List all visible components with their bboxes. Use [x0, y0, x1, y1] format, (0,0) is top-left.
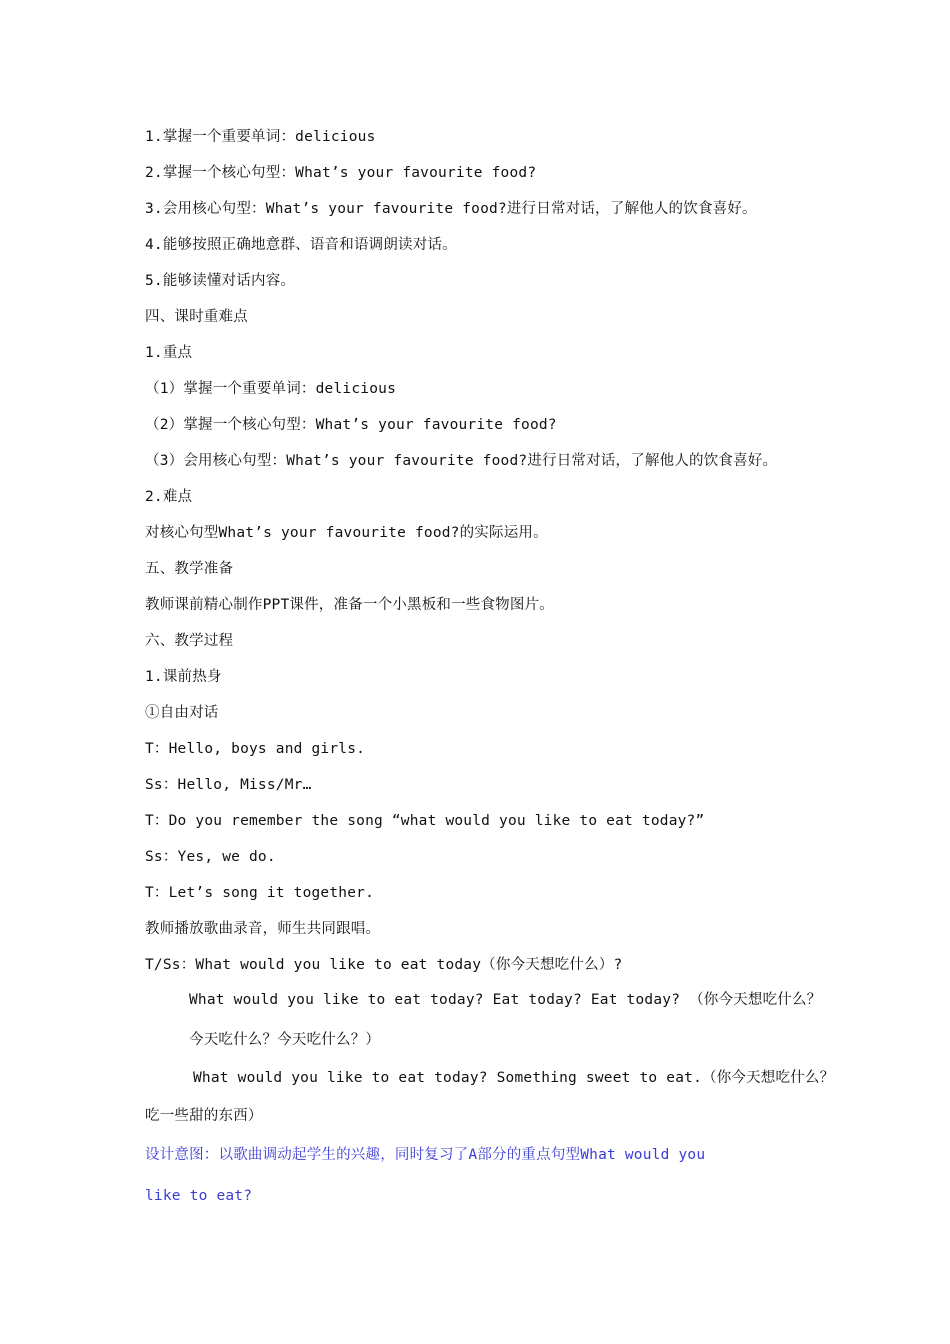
subheading-warmup: 1.课前热身	[145, 669, 222, 685]
section-heading-process: 六、教学过程	[145, 633, 234, 649]
song-line-5: 吃一些甜的东西）	[145, 1108, 263, 1124]
objective-5: 5.能够读懂对话内容。	[145, 273, 296, 289]
difficulty-text: 对核心句型What’s your favourite food?的实际运用。	[145, 525, 548, 541]
dialogue-line-2: Ss：Hello, Miss/Mr…	[145, 777, 312, 793]
objective-4: 4.能够按照正确地意群、语音和语调朗读对话。	[145, 237, 457, 253]
song-line-3: 今天吃什么？今天吃什么？）	[189, 1032, 381, 1048]
design-intent-line-2: like to eat?	[145, 1188, 253, 1204]
objective-2: 2.掌握一个核心句型：What’s your favourite food?	[145, 165, 537, 181]
subheading-key: 1.重点	[145, 345, 193, 361]
song-line-2: What would you like to eat today? Eat today? Eat today? （你今天想吃什么？	[189, 992, 822, 1008]
objective-3: 3.会用核心句型：What’s your favourite food?进行日常对话，了解他人的饮食喜好。	[145, 201, 757, 217]
section-heading-key-points: 四、课时重难点	[145, 309, 248, 325]
key-point-1: （1）掌握一个重要单词：delicious	[145, 381, 396, 397]
teacher-note: 教师播放歌曲录音，师生共同跟唱。	[145, 921, 381, 937]
dialogue-line-4: Ss：Yes, we do.	[145, 849, 276, 865]
dialogue-line-3: T：Do you remember the song “what would you like to eat today?”	[145, 813, 705, 829]
song-line-1: T/Ss：What would you like to eat today（你今天想吃什么）?	[145, 957, 623, 973]
design-intent-line-1: 设计意图：以歌曲调动起学生的兴趣，同时复习了A部分的重点句型What would you	[145, 1147, 706, 1163]
free-talk-heading: ①自由对话	[145, 705, 219, 721]
objective-1: 1.掌握一个重要单词：delicious	[145, 129, 376, 145]
key-point-2: （2）掌握一个核心句型：What’s your favourite food?	[145, 417, 557, 433]
section-heading-preparation: 五、教学准备	[145, 561, 234, 577]
dialogue-line-1: T：Hello, boys and girls.	[145, 741, 366, 757]
song-line-4: What would you like to eat today? Something sweet to eat.（你今天想吃什么？	[193, 1070, 835, 1086]
subheading-difficulty: 2.难点	[145, 489, 193, 505]
preparation-text: 教师课前精心制作PPT课件，准备一个小黑板和一些食物图片。	[145, 597, 554, 613]
key-point-3: （3）会用核心句型：What’s your favourite food?进行日常对话，了解他人的饮食喜好。	[145, 453, 778, 469]
dialogue-line-5: T：Let’s song it together.	[145, 885, 375, 901]
